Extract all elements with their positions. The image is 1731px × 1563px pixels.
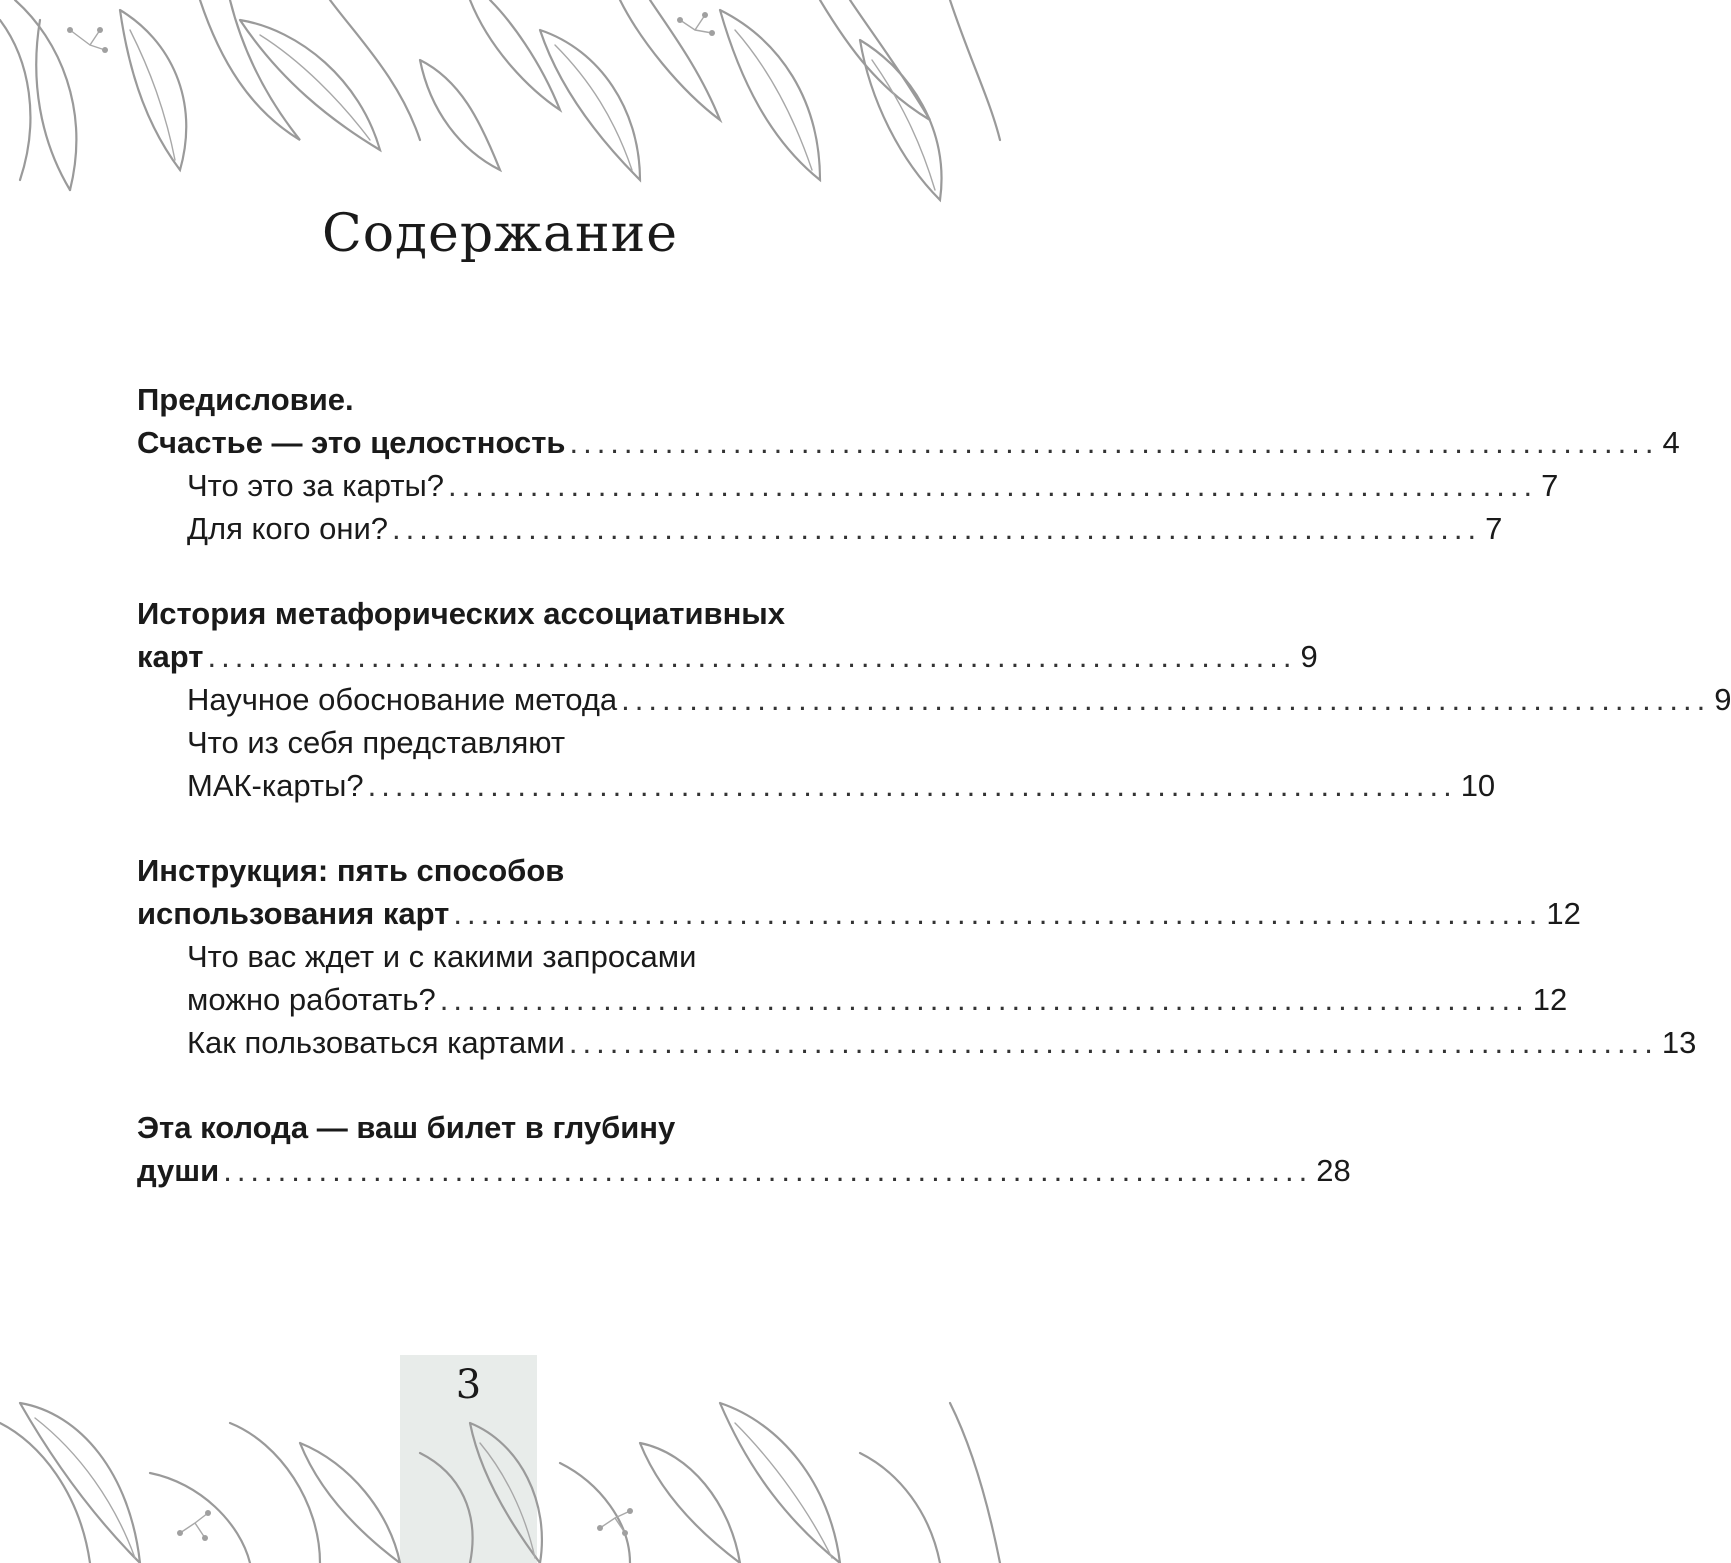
toc-entry xyxy=(137,1149,1351,1192)
toc-subentry: Что из себя представляют xyxy=(187,725,566,760)
toc-page-number: 9 xyxy=(1714,682,1731,717)
toc-page-number: 4 xyxy=(1662,425,1680,460)
toc-entry: Инструкция: пять способов xyxy=(137,853,565,888)
toc-entry xyxy=(137,421,1680,464)
toc-entry-title: можно работать? xyxy=(187,982,436,1017)
toc-section xyxy=(137,1106,1351,1192)
toc-entry-title: Что это за карты? xyxy=(187,468,445,503)
toc-page-number: 12 xyxy=(1546,896,1581,931)
page-title: Содержание xyxy=(321,204,679,264)
dot-leader: ................................................................................ xyxy=(439,982,1529,1017)
toc-page-number: 10 xyxy=(1460,768,1496,803)
dot-leader: ................................................................................ xyxy=(568,1025,1658,1060)
toc-entry-title: Для кого они? xyxy=(187,511,389,546)
toc-entry: Эта колода — ваш билет в глубину xyxy=(137,1110,676,1145)
toc-section xyxy=(137,378,1680,550)
toc-entry-title: Счастье — это целостность xyxy=(137,425,566,460)
toc-subentry xyxy=(137,1021,1697,1064)
toc-page-number: 12 xyxy=(1532,982,1568,1017)
toc-page-number: 13 xyxy=(1661,1025,1697,1060)
toc-section xyxy=(137,849,1697,1064)
toc-entry-title: Научное обоснование метода xyxy=(187,682,618,717)
dot-leader: ................................................................................ xyxy=(392,511,1482,546)
toc-subentry xyxy=(137,678,1731,721)
toc-entry-title: души xyxy=(137,1153,220,1188)
toc-subentry xyxy=(137,978,1568,1021)
toc-page-number: 28 xyxy=(1316,1153,1351,1188)
toc-page-number: 7 xyxy=(1485,511,1503,546)
dot-leader: ................................................................................ xyxy=(367,768,1457,803)
toc-subentry: Что вас ждет и с какими запросами xyxy=(187,939,697,974)
floral-border-top-icon xyxy=(0,0,1000,210)
toc-subentry xyxy=(137,764,1496,807)
dot-leader: ................................................................................ xyxy=(448,468,1538,503)
toc-entry: Предисловие. xyxy=(137,382,354,417)
toc-entry-title: использования карт xyxy=(137,896,450,931)
toc-entry-title: карт xyxy=(137,639,204,674)
toc-entry-title: МАК-карты? xyxy=(187,768,364,803)
dot-leader: ................................................................................ xyxy=(453,896,1543,931)
dot-leader: ................................................................................ xyxy=(569,425,1659,460)
toc-entry: История метафорических ассоциативных xyxy=(137,596,786,631)
dot-leader: ................................................................................ xyxy=(207,639,1297,674)
toc-page-number: 9 xyxy=(1300,639,1318,674)
toc-page-number: 7 xyxy=(1541,468,1559,503)
dot-leader: ................................................................................ xyxy=(223,1153,1313,1188)
toc-entry xyxy=(137,892,1581,935)
page-number: 3 xyxy=(455,1362,482,1408)
dot-leader: ................................................................................ xyxy=(621,682,1711,717)
toc-section xyxy=(137,592,1731,807)
table-of-contents xyxy=(137,378,1731,1234)
toc-subentry xyxy=(137,507,1503,550)
toc-entry xyxy=(137,635,1318,678)
toc-entry-title: Как пользоваться картами xyxy=(187,1025,565,1060)
toc-subentry xyxy=(137,464,1559,507)
